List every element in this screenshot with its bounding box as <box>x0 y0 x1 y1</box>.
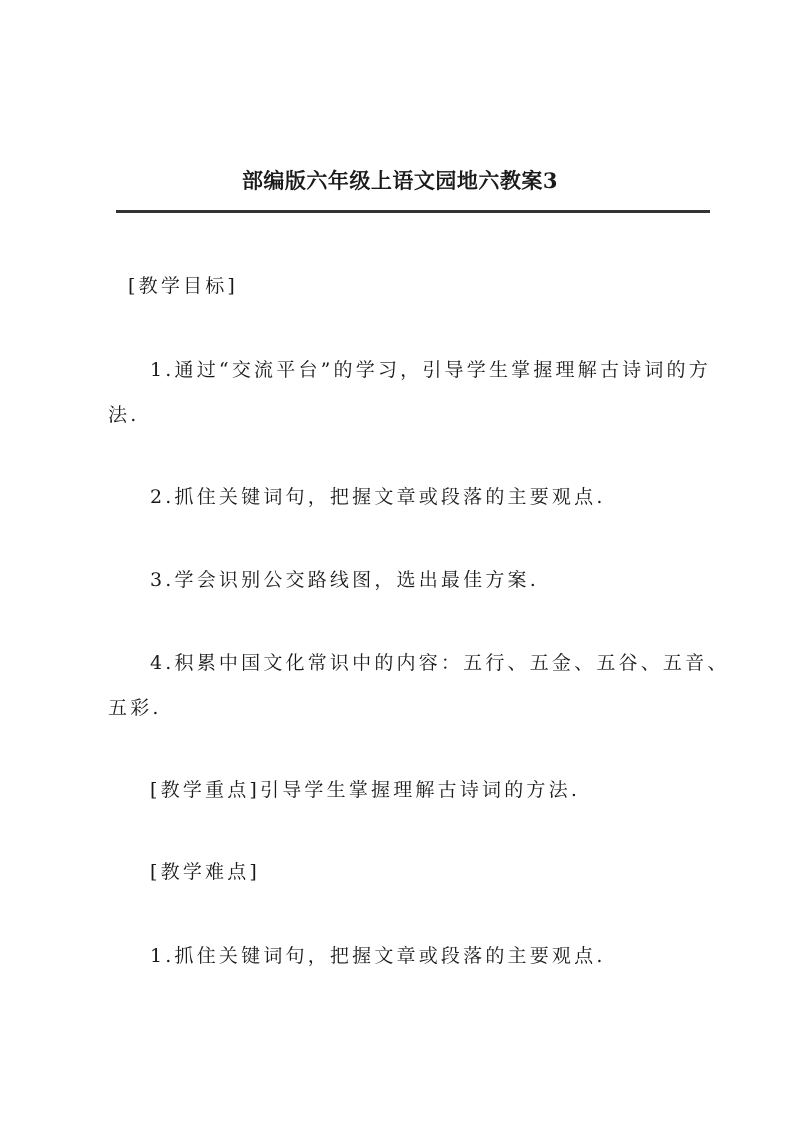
goal-1-line-1: 1.通过“交流平台”的学习，引导学生掌握理解古诗词的方 <box>150 359 711 381</box>
title-divider <box>116 210 710 213</box>
goal-4-line-1: 4.积累中国文化常识中的内容：五行、五金、五谷、五音、 <box>150 652 730 674</box>
goals-heading: [教学目标] <box>128 275 239 297</box>
key-point: [教学重点]引导学生掌握理解古诗词的方法. <box>150 779 581 801</box>
goal-2: 2.抓住关键词句，把握文章或段落的主要观点. <box>150 486 606 508</box>
document-title: 部编版六年级上语文园地六教案3 <box>241 168 559 193</box>
goal-4-line-2: 五彩. <box>108 697 162 719</box>
difficulty-1: 1.抓住关键词句，把握文章或段落的主要观点. <box>150 945 606 967</box>
goal-3: 3.学会识别公交路线图，选出最佳方案. <box>150 569 539 591</box>
difficulty-heading: [教学难点] <box>150 861 261 883</box>
goal-1-line-2: 法. <box>108 404 140 426</box>
